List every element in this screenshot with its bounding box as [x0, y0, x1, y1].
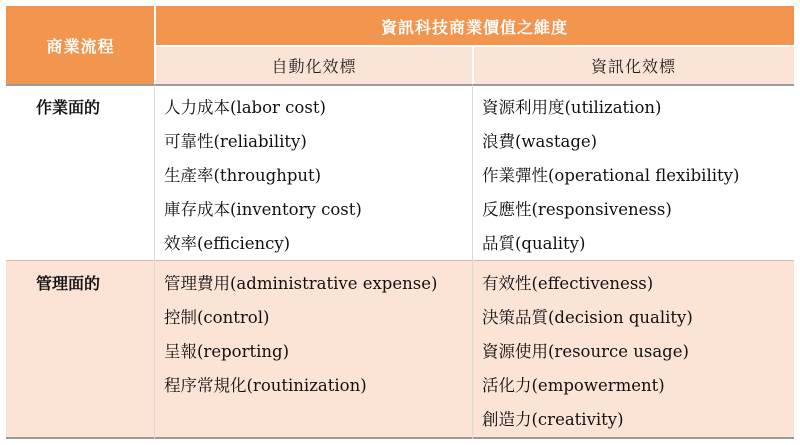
row-divider [6, 260, 794, 261]
list-item: 生產率(throughput) [164, 166, 322, 185]
header-automation [155, 46, 473, 85]
header-automation-label: 自動化效標 [271, 57, 357, 76]
list-item: 呈報(reporting) [164, 342, 290, 361]
list-item: 人力成本(labor cost) [164, 98, 326, 117]
automation-list-operational [155, 89, 473, 261]
list-item: 庫存成本(inventory cost) [164, 200, 362, 219]
list-item: 活化力(empowerment) [482, 376, 665, 395]
list-item: 反應性(responsiveness) [482, 200, 672, 219]
header-dimension-title-label: 資訊科技商業價值之維度 [380, 17, 568, 37]
header-bottom-rule [6, 84, 794, 86]
list-item: 品質(quality) [482, 234, 586, 253]
header-business-process [6, 6, 155, 85]
body-divider-v1 [154, 85, 155, 439]
list-item: 作業彈性(operational flexibility) [482, 166, 740, 185]
automation-list-managerial [155, 265, 473, 439]
header-dimension-title [155, 6, 794, 46]
header-divider-h [155, 45, 794, 47]
header-informating-label: 資訊化效標 [590, 57, 676, 76]
list-item: 程序常規化(routinization) [164, 376, 367, 395]
list-item: 控制(control) [164, 308, 270, 327]
list-item: 決策品質(decision quality) [482, 308, 693, 327]
list-item: 可靠性(reliability) [164, 132, 307, 151]
informating-list-managerial [473, 265, 794, 439]
header-business-process-label: 商業流程 [46, 37, 115, 56]
list-item: 有效性(effectiveness) [482, 274, 654, 293]
list-item: 效率(efficiency) [164, 234, 291, 253]
body-divider-v2 [472, 85, 473, 439]
table-bottom-rule [6, 437, 794, 439]
list-item: 創造力(creativity) [482, 410, 624, 429]
row-label-operational [6, 85, 155, 261]
row-label-operational-text: 作業面的 [36, 98, 101, 117]
informating-list-operational [473, 89, 794, 261]
list-item: 資源使用(resource usage) [482, 342, 689, 361]
list-item: 資源利用度(utilization) [482, 98, 662, 117]
row-label-managerial [6, 261, 155, 439]
header-divider-v2 [472, 46, 474, 85]
row-label-managerial-text: 管理面的 [36, 274, 101, 293]
header-informating [473, 46, 794, 85]
list-item: 浪費(wastage) [482, 132, 598, 151]
value-dimensions-table [6, 6, 794, 439]
list-item: 管理費用(administrative expense) [164, 274, 438, 293]
